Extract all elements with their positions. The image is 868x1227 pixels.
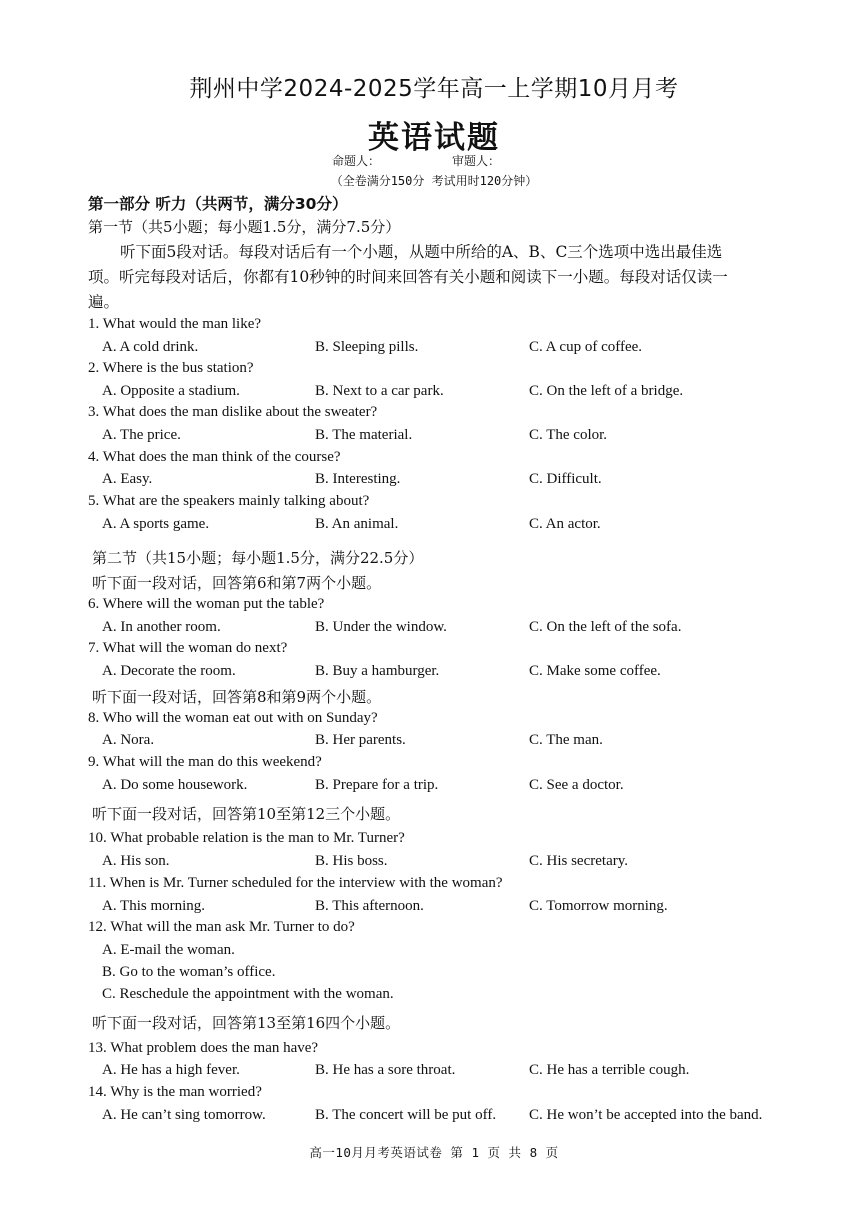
question-2: 2. Where is the bus station? xyxy=(88,360,254,376)
q14-option-a: A. He can’t sing tomorrow. xyxy=(102,1107,266,1123)
q5-option-b: B. An animal. xyxy=(315,516,399,532)
question-10: 10. What probable relation is the man to Mr. Turner? xyxy=(88,830,405,846)
q14-option-b: B. The concert will be put off. xyxy=(315,1107,497,1123)
q7-option-a: A. Decorate the room. xyxy=(102,663,236,679)
q1-option-b: B. Sleeping pills. xyxy=(315,339,419,355)
q11-option-a: A. This morning. xyxy=(102,898,206,914)
q8-option-c: C. The man. xyxy=(529,732,603,748)
q2-option-b: B. Next to a car park. xyxy=(315,383,444,399)
q11-option-b: B. This afternoon. xyxy=(315,898,424,914)
question-14: 14. Why is the man worried? xyxy=(88,1084,262,1100)
q6-option-b: B. Under the window. xyxy=(315,619,447,635)
question-8: 8. Who will the woman eat out with on Sunday? xyxy=(88,710,378,726)
q6-option-a: A. In another room. xyxy=(102,619,221,635)
q5-option-a: A. A sports game. xyxy=(102,516,210,532)
q10-option-c: C. His secretary. xyxy=(529,853,628,869)
section1-instr-3: 遍。 xyxy=(88,293,120,311)
q1-option-c: C. A cup of coffee. xyxy=(529,339,643,355)
q10-option-b: B. His boss. xyxy=(315,853,388,869)
question-13: 13. What problem does the man have? xyxy=(88,1040,319,1056)
q12-option-c: C. Reschedule the appointment with the woman. xyxy=(102,986,394,1002)
reviewer-label: 审题人： xyxy=(452,154,501,168)
question-6: 6. Where will the woman put the table? xyxy=(88,596,325,612)
q13-option-c: C. He has a terrible cough. xyxy=(529,1062,690,1078)
setter-label: 命题人： xyxy=(332,154,381,168)
exam-meta: （全卷满分150分 考试用时120分钟） xyxy=(330,174,538,188)
q5-option-c: C. An actor. xyxy=(529,516,601,532)
note-q6-7: 听下面一段对话，回答第6和第7两个小题。 xyxy=(92,574,382,592)
q12-option-a: A. E-mail the woman. xyxy=(102,942,235,958)
q1-option-a: A. A cold drink. xyxy=(102,339,199,355)
question-7: 7. What will the woman do next? xyxy=(88,640,288,656)
q9-option-a: A. Do some housework. xyxy=(102,777,248,793)
q13-option-a: A. He has a high fever. xyxy=(102,1062,240,1078)
question-9: 9. What will the man do this weekend? xyxy=(88,754,322,770)
q7-option-b: B. Buy a hamburger. xyxy=(315,663,440,679)
question-12: 12. What will the man ask Mr. Turner to do? xyxy=(88,919,355,935)
q3-option-a: A. The price. xyxy=(102,427,181,443)
q11-option-c: C. Tomorrow morning. xyxy=(529,898,668,914)
q3-option-c: C. The color. xyxy=(529,427,608,443)
page-footer: 高一10月月考英语试卷 第 1 页 共 8 页 xyxy=(309,1145,559,1160)
question-5: 5. What are the speakers mainly talking about? xyxy=(88,493,370,509)
q7-option-c: C. Make some coffee. xyxy=(529,663,661,679)
q13-option-b: B. He has a sore throat. xyxy=(315,1062,456,1078)
exam-subtitle: 英语试题 xyxy=(368,120,500,156)
note-q10-12: 听下面一段对话，回答第10至第12三个小题。 xyxy=(92,805,401,823)
question-3: 3. What does the man dislike about the sweater? xyxy=(88,404,378,420)
section2-heading: 第二节（共15小题；每小题1.5分，满分22.5分） xyxy=(92,549,424,567)
q4-option-c: C. Difficult. xyxy=(529,471,602,487)
q14-option-c: C. He won’t be accepted into the band. xyxy=(529,1107,763,1123)
q9-option-b: B. Prepare for a trip. xyxy=(315,777,439,793)
question-11: 11. When is Mr. Turner scheduled for the interview with the woman? xyxy=(88,875,503,891)
note-q8-9: 听下面一段对话，回答第8和第9两个小题。 xyxy=(92,688,382,706)
q2-option-c: C. On the left of a bridge. xyxy=(529,383,684,399)
section1-instr-2: 项。听完每段对话后，你都有10秒钟的时间来回答有关小题和阅读下一小题。每段对话仅读一 xyxy=(88,268,728,286)
q8-option-b: B. Her parents. xyxy=(315,732,406,748)
q6-option-c: C. On the left of the sofa. xyxy=(529,619,682,635)
q12-option-b: B. Go to the woman’s office. xyxy=(102,964,276,980)
q8-option-a: A. Nora. xyxy=(102,732,155,748)
question-4: 4. What does the man think of the course? xyxy=(88,449,341,465)
exam-title: 荆州中学2024-2025学年高一上学期10月月考 xyxy=(189,76,679,102)
q4-option-b: B. Interesting. xyxy=(315,471,401,487)
section1-instr-1: 听下面5段对话。每段对话后有一个小题，从题中所给的A、B、C三个选项中选出最佳选 xyxy=(120,243,723,261)
section1-heading: 第一节（共5小题；每小题1.5分，满分7.5分） xyxy=(88,218,401,236)
note-q13-16: 听下面一段对话，回答第13至第16四个小题。 xyxy=(92,1014,401,1032)
q9-option-c: C. See a doctor. xyxy=(529,777,624,793)
question-1: 1. What would the man like? xyxy=(88,316,262,332)
q10-option-a: A. His son. xyxy=(102,853,170,869)
part1-heading: 第一部分 听力（共两节，满分30分） xyxy=(88,195,348,213)
q4-option-a: A. Easy. xyxy=(102,471,153,487)
q2-option-a: A. Opposite a stadium. xyxy=(102,383,240,399)
q3-option-b: B. The material. xyxy=(315,427,413,443)
